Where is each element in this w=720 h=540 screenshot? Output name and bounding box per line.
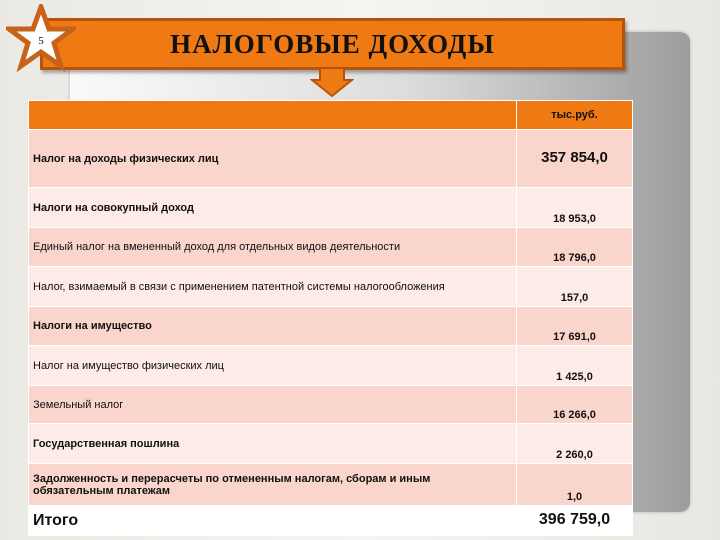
unit-header: тыс.руб. <box>517 101 633 130</box>
header-name-cell <box>29 101 517 130</box>
tax-revenue-table <box>28 100 633 536</box>
table-header-row <box>29 101 633 130</box>
row-value: 18 953,0 <box>517 188 633 228</box>
down-arrow-icon <box>310 68 354 98</box>
row-name: Налог, взимаемый в связи с применением патентной системы налогообложения <box>29 267 517 307</box>
row-name: Единый налог на вмененный доход для отдельных видов деятельности <box>29 228 517 267</box>
title-banner <box>40 18 625 70</box>
row-name: Налоги на имущество <box>29 307 517 346</box>
table-row <box>29 307 633 346</box>
row-name: Государственная пошлина <box>29 424 517 464</box>
row-value: 357 854,0 <box>517 130 633 188</box>
total-value: 396 759,0 <box>517 506 633 536</box>
table-row <box>29 130 633 188</box>
table-row <box>29 228 633 267</box>
table-row <box>29 188 633 228</box>
table-row <box>29 267 633 307</box>
row-value: 1 425,0 <box>517 346 633 386</box>
table-row <box>29 464 633 506</box>
total-row <box>29 506 633 536</box>
row-value: 18 796,0 <box>517 228 633 267</box>
row-name: Налог на доходы физических лиц <box>29 130 517 188</box>
total-label: Итого <box>29 506 517 536</box>
page-title: НАЛОГОВЫЕ ДОХОДЫ <box>170 29 495 59</box>
row-name: Земельный налог <box>29 386 517 424</box>
table-row <box>29 424 633 464</box>
row-name: Налог на имущество физических лиц <box>29 346 517 386</box>
slide-number: 5 <box>38 35 44 47</box>
row-value: 17 691,0 <box>517 307 633 346</box>
row-value: 157,0 <box>517 267 633 307</box>
row-name: Задолженность и перерасчеты по отмененным налогам, сборам и иным обязательным платежам <box>29 464 517 506</box>
table-row <box>29 346 633 386</box>
row-value: 16 266,0 <box>517 386 633 424</box>
row-name: Налоги на совокупный доход <box>29 188 517 228</box>
row-value: 2 260,0 <box>517 424 633 464</box>
table-row <box>29 386 633 424</box>
row-value: 1,0 <box>517 464 633 506</box>
